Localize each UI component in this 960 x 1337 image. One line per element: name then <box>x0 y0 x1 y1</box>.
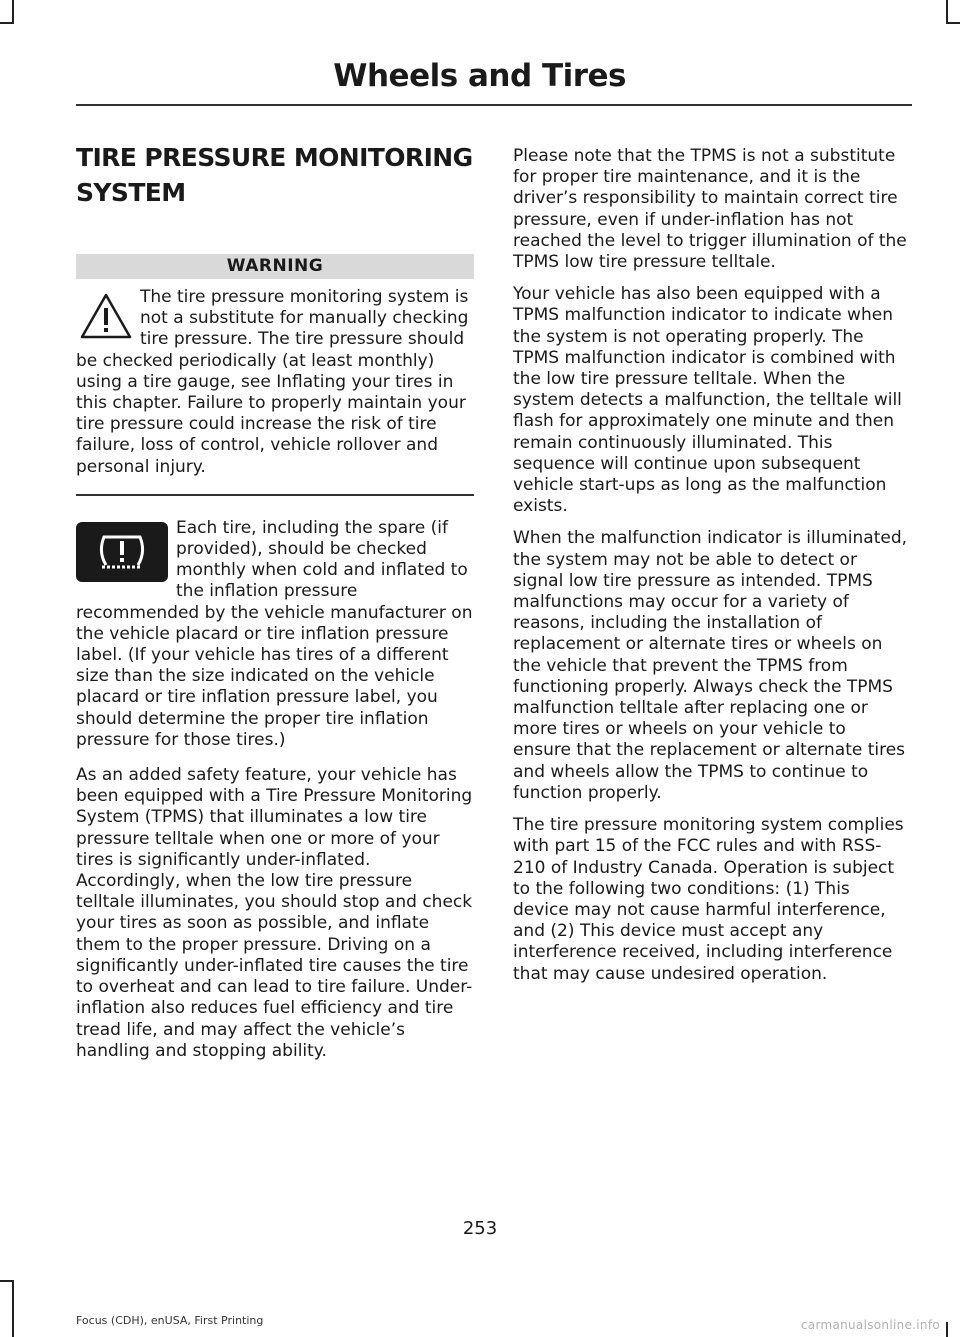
crop-mark <box>946 1322 948 1337</box>
tpms-block <box>76 518 474 751</box>
paragraph-safety: As an added safety feature, your vehicle has been equipped with a Tire Pressure Monitoring System (TPMS) that illuminates a low tire pressure telltale when one or more of your tires is significantly under-inflated. Accordingly, when the low tire pressure telltale illuminates, you should stop and check your tires as soon as possible, and inflate them to the proper pressure. Driving on a significantly under-inflated tire causes the tire to overheat and can lead to tire failure. Under-inflation also reduces fuel efficiency and tire tread life, and may affect the vehicle’s handling and stopping ability. <box>76 765 473 1061</box>
tpms-text: Each tire, including the spare (if provided), should be checked monthly when cold and inflated to the inflation pressure recommended by the vehicle manufacturer on the vehicle placard or tire inflation pressure label. (If your vehicle has tires of a different size than the size indicated on the vehicle placard or tire inflation pressure label, you should determine the proper tire inflation pressure for those tires.) <box>76 517 473 750</box>
warning-label: WARNING <box>76 254 474 279</box>
warning-triangle-icon <box>76 287 136 347</box>
tpms-telltale-icon <box>76 522 168 582</box>
paragraph: Your vehicle has also been equipped with a TPMS malfunction indicator to indicate when the system is not operating properly. The TPMS malfunction indicator is combined with the low tire pressure telltale. When the system detects a malfunction, the telltale will flash for approximately one minute and then remain continuously illuminated. This sequence will continue upon subsequent vehicle start-ups as long as the malfunction exists. <box>513 284 902 517</box>
crop-mark <box>946 22 960 24</box>
right-column <box>513 146 909 996</box>
page-header-title: Wheels and Tires <box>333 58 626 94</box>
section-heading: TIRE PRESSURE MONITORING SYSTEM <box>76 143 473 207</box>
page-number: 253 <box>462 1218 498 1239</box>
footer-text: Focus (CDH), enUSA, First Printing <box>76 1314 264 1327</box>
watermark: carmanualsonline.info <box>800 1318 940 1332</box>
crop-mark <box>12 0 14 24</box>
crop-mark <box>12 1280 14 1337</box>
left-column <box>76 140 474 1073</box>
crop-mark <box>0 22 14 24</box>
crop-mark <box>0 1280 14 1282</box>
warning-text: The tire pressure monitoring system is not a substitute for manually checking tire pressure. The tire pressure should be checked periodically (at least monthly) using a tire gauge, see Inflating your tires in this chapter. Failure to properly maintain your tire pressure could increase the risk of tire failure, loss of control, vehicle rollover and personal injury. <box>76 287 469 477</box>
header-rule <box>76 104 912 106</box>
paragraph: Please note that the TPMS is not a substitute for proper tire maintenance, and it is the driver’s responsibility to maintain correct tire pressure, even if under-inflation has not reached the level to trigger illumination of the TPMS low tire pressure telltale. <box>513 146 907 273</box>
paragraph: When the malfunction indicator is illuminated, the system may not be able to detect or signal low tire pressure as intended. TPMS malfunctions may occur for a variety of reasons, including the installation of replacement or alternate tires or wheels on the vehicle that prevent the TPMS from functioning properly. Always check the TPMS malfunction telltale after replacing one or more tires or wheels on your vehicle to ensure that the replacement or alternate tires and wheels allow the TPMS to continue to function properly. <box>513 528 908 803</box>
crop-mark <box>946 0 948 24</box>
warning-box <box>76 287 474 496</box>
paragraph: The tire pressure monitoring system complies with part 15 of the FCC rules and with RSS-210 of Industry Canada. Operation is subject to the following two conditions: (1) This device may not cause harmful interference, and (2) This device must accept any interference received, including interference that may cause undesired operation. <box>513 815 904 984</box>
